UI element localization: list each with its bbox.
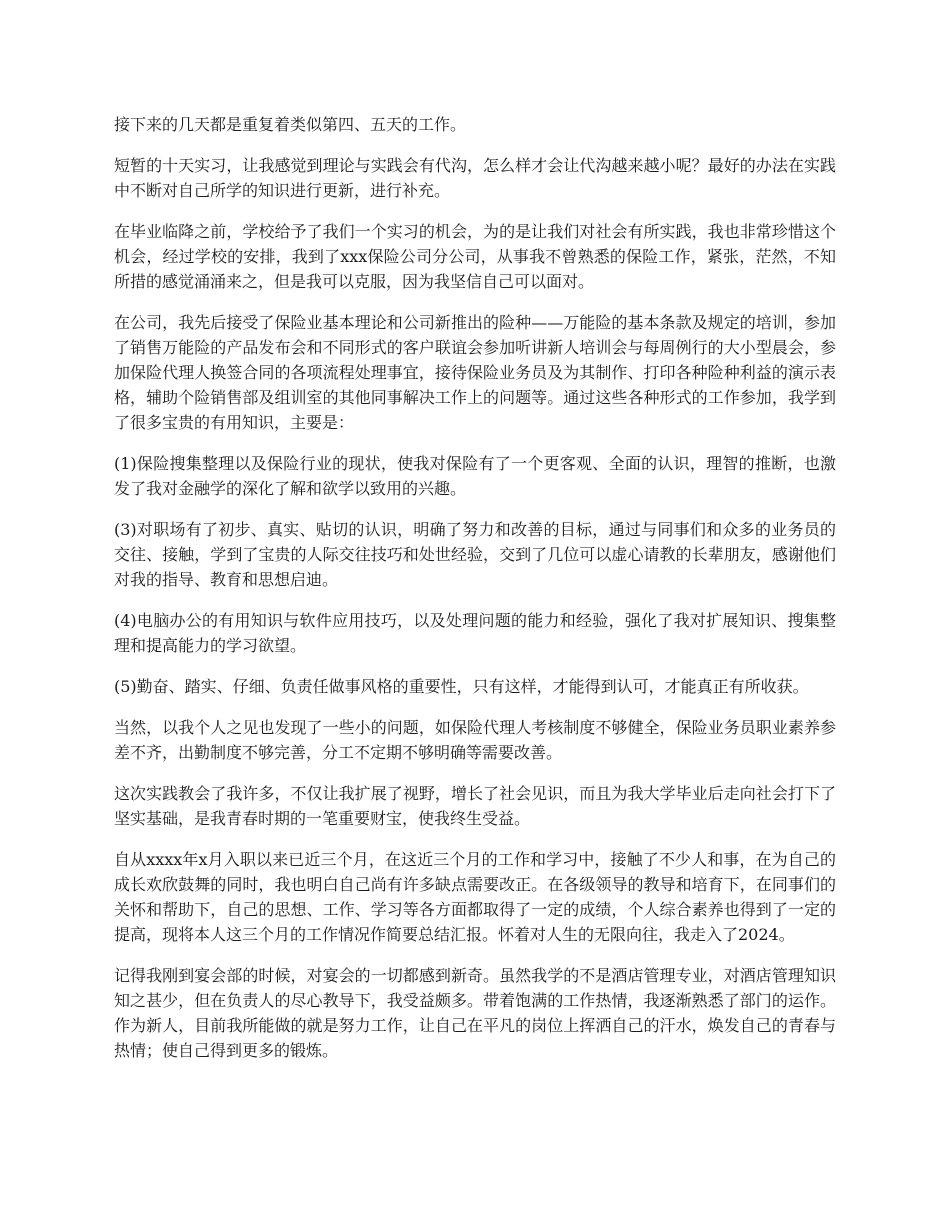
paragraph: (4)电脑办公的有用知识与软件应用技巧，以及处理问题的能力和经验，强化了我对扩展知识、搜集整理和提高能力的学习欲望。 <box>114 611 836 655</box>
paragraph: 在公司，我先后接受了保险业基本理论和公司新推出的险种——万能险的基本条款及规定的培训，参加了销售万能险的产品发布会和不同形式的客户联谊会参加听讲新人培训会与每周例行的大小型晨会，参加保险代理人换签合同的各项流程处理事宜，接待保险业务员及为其制作、打印各种险种利益的演示表格，辅助个险销售部及组训室的其他同事解决工作上的问题等。通过这些各种形式的工作参加，我学到了很多宝贵的有用知识，主要是： <box>114 313 836 432</box>
paragraph: 这次实践教会了我许多，不仅让我扩展了视野，增长了社会见识，而且为我大学毕业后走向社会打下了坚实基础，是我青春时期的一笔重要财宝，使我终生受益。 <box>114 784 836 828</box>
paragraph: 接下来的几天都是重复着类似第四、五天的工作。 <box>114 115 467 134</box>
paragraph: 记得我刚到宴会部的时候，对宴会的一切都感到新奇。虽然我学的不是酒店管理专业，对酒店管理知识知之甚少，但在负责人的尽心教导下，我受益颇多。带着饱满的工作热情，我逐渐熟悉了部门的运作。作为新人，目前我所能做的就是努力工作，让自己在平凡的岗位上挥洒自己的汗水，焕发自己的青春与热情；使自己得到更多的锻炼。 <box>114 966 836 1060</box>
paragraph: 当然，以我个人之见也发现了一些小的问题，如保险代理人考核制度不够健全，保险业务员职业素养参差不齐，出勤制度不够完善，分工不定期不够明确等需要改善。 <box>114 718 836 762</box>
paragraph: (1)保险搜集整理以及保险行业的现状，使我对保险有了一个更客观、全面的认识，理智的推断，也激发了我对金融学的深化了解和欲学以致用的兴趣。 <box>114 454 836 498</box>
paragraph: 自从xxxx年x月入职以来已近三个月，在这近三个月的工作和学习中，接触了不少人和事，在为自己的成长欢欣鼓舞的同时，我也明白自己尚有许多缺点需要改正。在各级领导的教导和培育下，在同事们的关怀和帮助下，自己的思想、工作、学习等各方面都取得了一定的成绩，个人综合素养也得到了一定的提高，现将本人这三个月的工作情况作简要总结汇报。怀着对人生的无限向往，我走入了2024。 <box>114 850 836 944</box>
paragraph: (5)勤奋、踏实、仔细、负责任做事风格的重要性，只有这样，才能得到认可，才能真正有所收获。 <box>114 677 809 696</box>
document-body <box>114 112 836 1079</box>
paragraph: (3)对职场有了初步、真实、贴切的认识，明确了努力和改善的目标，通过与同事们和众多的业务员的交往、接触，学到了宝贵的人际交往技巧和处世经验，交到了几位可以虚心请教的长辈朋友，感谢他们对我的指导、教育和思想启迪。 <box>114 520 836 589</box>
paragraph: 在毕业临降之前，学校给予了我们一个实习的机会，为的是让我们对社会有所实践，我也非常珍惜这个机会，经过学校的安排，我到了xxx保险公司分公司，从事我不曾熟悉的保险工作，紧张，茫然，不知所措的感觉涌涌来之，但是我可以克服，因为我坚信自己可以面对。 <box>114 222 836 291</box>
paragraph: 短暂的十天实习，让我感觉到理论与实践会有代沟，怎么样才会让代沟越来越小呢？最好的办法在实践中不断对自己所学的知识进行更新，进行补充。 <box>114 156 836 200</box>
